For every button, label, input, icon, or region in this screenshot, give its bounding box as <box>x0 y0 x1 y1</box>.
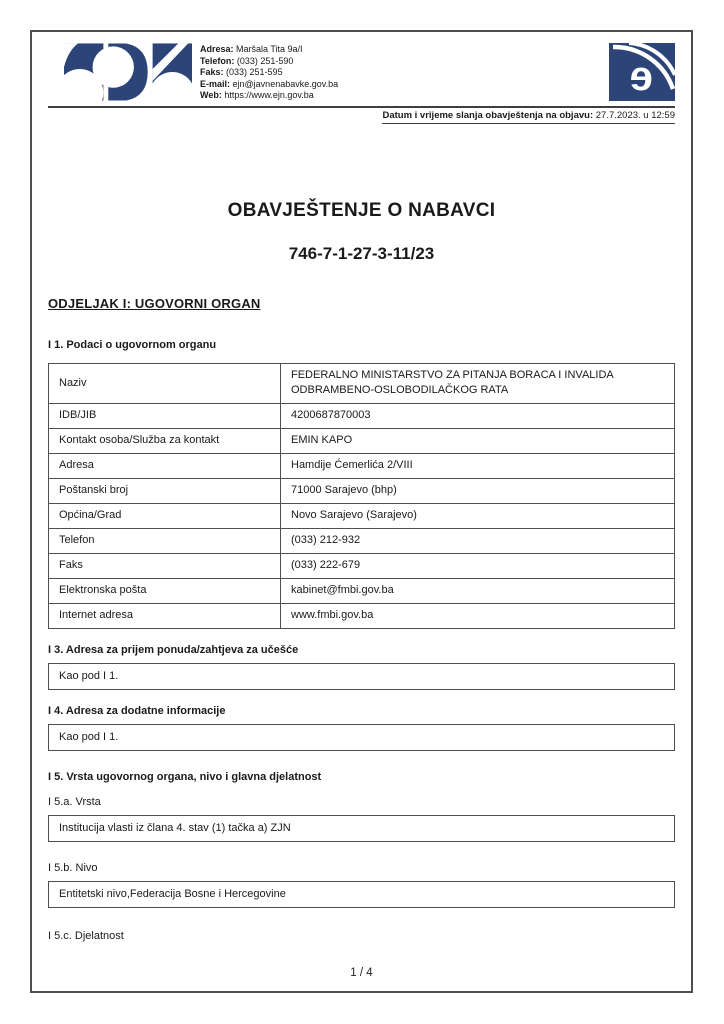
i5a-heading: I 5.a. Vrsta <box>48 795 101 808</box>
table-row <box>49 478 675 503</box>
contact-address-label: Adresa: <box>200 44 234 54</box>
page-content <box>32 32 691 942</box>
contact-web <box>200 90 338 102</box>
row-label: Općina/Grad <box>49 503 281 528</box>
table-row <box>49 578 675 603</box>
contact-email-label: E-mail: <box>200 78 231 89</box>
row-value: Novo Sarajevo (Sarajevo) <box>281 503 675 528</box>
contact-address-value: Maršala Tita 9a/I <box>236 44 303 54</box>
notice-number: 746-7-1-27-3-11/23 <box>288 243 435 263</box>
row-label: Adresa <box>49 453 281 478</box>
notice-title: OBAVJEŠTENJE O NABAVCI <box>227 199 496 221</box>
i4-heading: I 4. Adresa za dodatne informacije <box>48 704 226 717</box>
table-row <box>49 603 675 628</box>
contact-fax-label: Faks: <box>200 67 224 78</box>
table-row <box>49 428 675 453</box>
i5a-value-box: Institucija vlasti iz člana 4. stav (1) tačka a) ZJN <box>48 815 675 842</box>
contact-phone-value: (033) 251-590 <box>236 55 294 66</box>
contact-fax <box>200 67 338 79</box>
row-label: IDB/JIB <box>49 403 281 428</box>
i5-heading: I 5. Vrsta ugovornog organa, nivo i glavna djelatnost <box>48 770 322 783</box>
page-frame <box>30 30 693 993</box>
contact-web-label: Web: <box>200 90 222 101</box>
row-label: Telefon <box>49 528 281 553</box>
row-label: Faks <box>49 553 281 578</box>
document-header <box>48 43 675 108</box>
contact-fax-value: (033) 251-595 <box>226 67 283 78</box>
table-row <box>49 403 675 428</box>
contact-phone-label: Telefon: <box>200 55 235 66</box>
contact-address <box>200 44 338 56</box>
ejn-logo-icon <box>64 43 192 101</box>
i3-value-box: Kao pod I 1. <box>48 663 675 690</box>
row-label: Poštanski broj <box>49 478 281 503</box>
i5b-value-box: Entitetski nivo,Federacija Bosne i Hercegovine <box>48 881 675 908</box>
row-value: kabinet@fmbi.gov.ba <box>281 578 675 603</box>
row-value: EMIN KAPO <box>281 428 675 453</box>
contact-web-value: https://www.ejn.gov.ba <box>224 90 314 101</box>
row-value: Hamdije Ćemerlića 2/VIII <box>281 453 675 478</box>
i5b-heading: I 5.b. Nivo <box>48 861 98 874</box>
contact-phone <box>200 56 338 68</box>
table-row <box>49 453 675 478</box>
header-contact <box>200 43 338 102</box>
row-value: FEDERALNO MINISTARSTVO ZA PITANJA BORACA I INVALIDA ODBRAMBENO-OSLOBODILAČKOG RATA <box>281 363 675 403</box>
contact-email-value: ejn@javnenabavke.gov.ba <box>232 78 339 89</box>
section-i-heading: ODJELJAK I: UGOVORNI ORGAN <box>48 295 261 311</box>
table-row <box>49 553 675 578</box>
i1-heading: I 1. Podaci o ugovornom organu <box>48 338 217 351</box>
ejn-emblem-icon <box>609 43 675 101</box>
contracting-authority-table <box>48 363 675 629</box>
page-number: 1 / 4 <box>350 967 373 979</box>
table-row <box>49 528 675 553</box>
i5c-heading: I 5.c. Djelatnost <box>48 929 124 942</box>
publish-date-label: Datum i vrijeme slanja obavještenja na objavu: <box>382 109 594 121</box>
row-value: (033) 212-932 <box>281 528 675 553</box>
row-label: Elektronska pošta <box>49 578 281 603</box>
row-value: 71000 Sarajevo (bhp) <box>281 478 675 503</box>
publish-date-row <box>48 108 675 124</box>
table-row <box>49 363 675 403</box>
row-value: (033) 222-679 <box>281 553 675 578</box>
contact-email <box>200 79 338 91</box>
publish-date <box>382 110 675 124</box>
row-label: Internet adresa <box>49 603 281 628</box>
svg-text:e: e <box>629 52 653 99</box>
i3-heading: I 3. Adresa za prijem ponuda/zahtjeva za učešće <box>48 643 299 656</box>
publish-date-value: 27.7.2023. u 12:59 <box>595 109 675 121</box>
row-value: www.fmbi.gov.ba <box>281 603 675 628</box>
row-label: Kontakt osoba/Služba za kontakt <box>49 428 281 453</box>
i4-value-box: Kao pod I 1. <box>48 724 675 751</box>
row-label: Naziv <box>49 363 281 403</box>
row-value: 4200687870003 <box>281 403 675 428</box>
table-row <box>49 503 675 528</box>
